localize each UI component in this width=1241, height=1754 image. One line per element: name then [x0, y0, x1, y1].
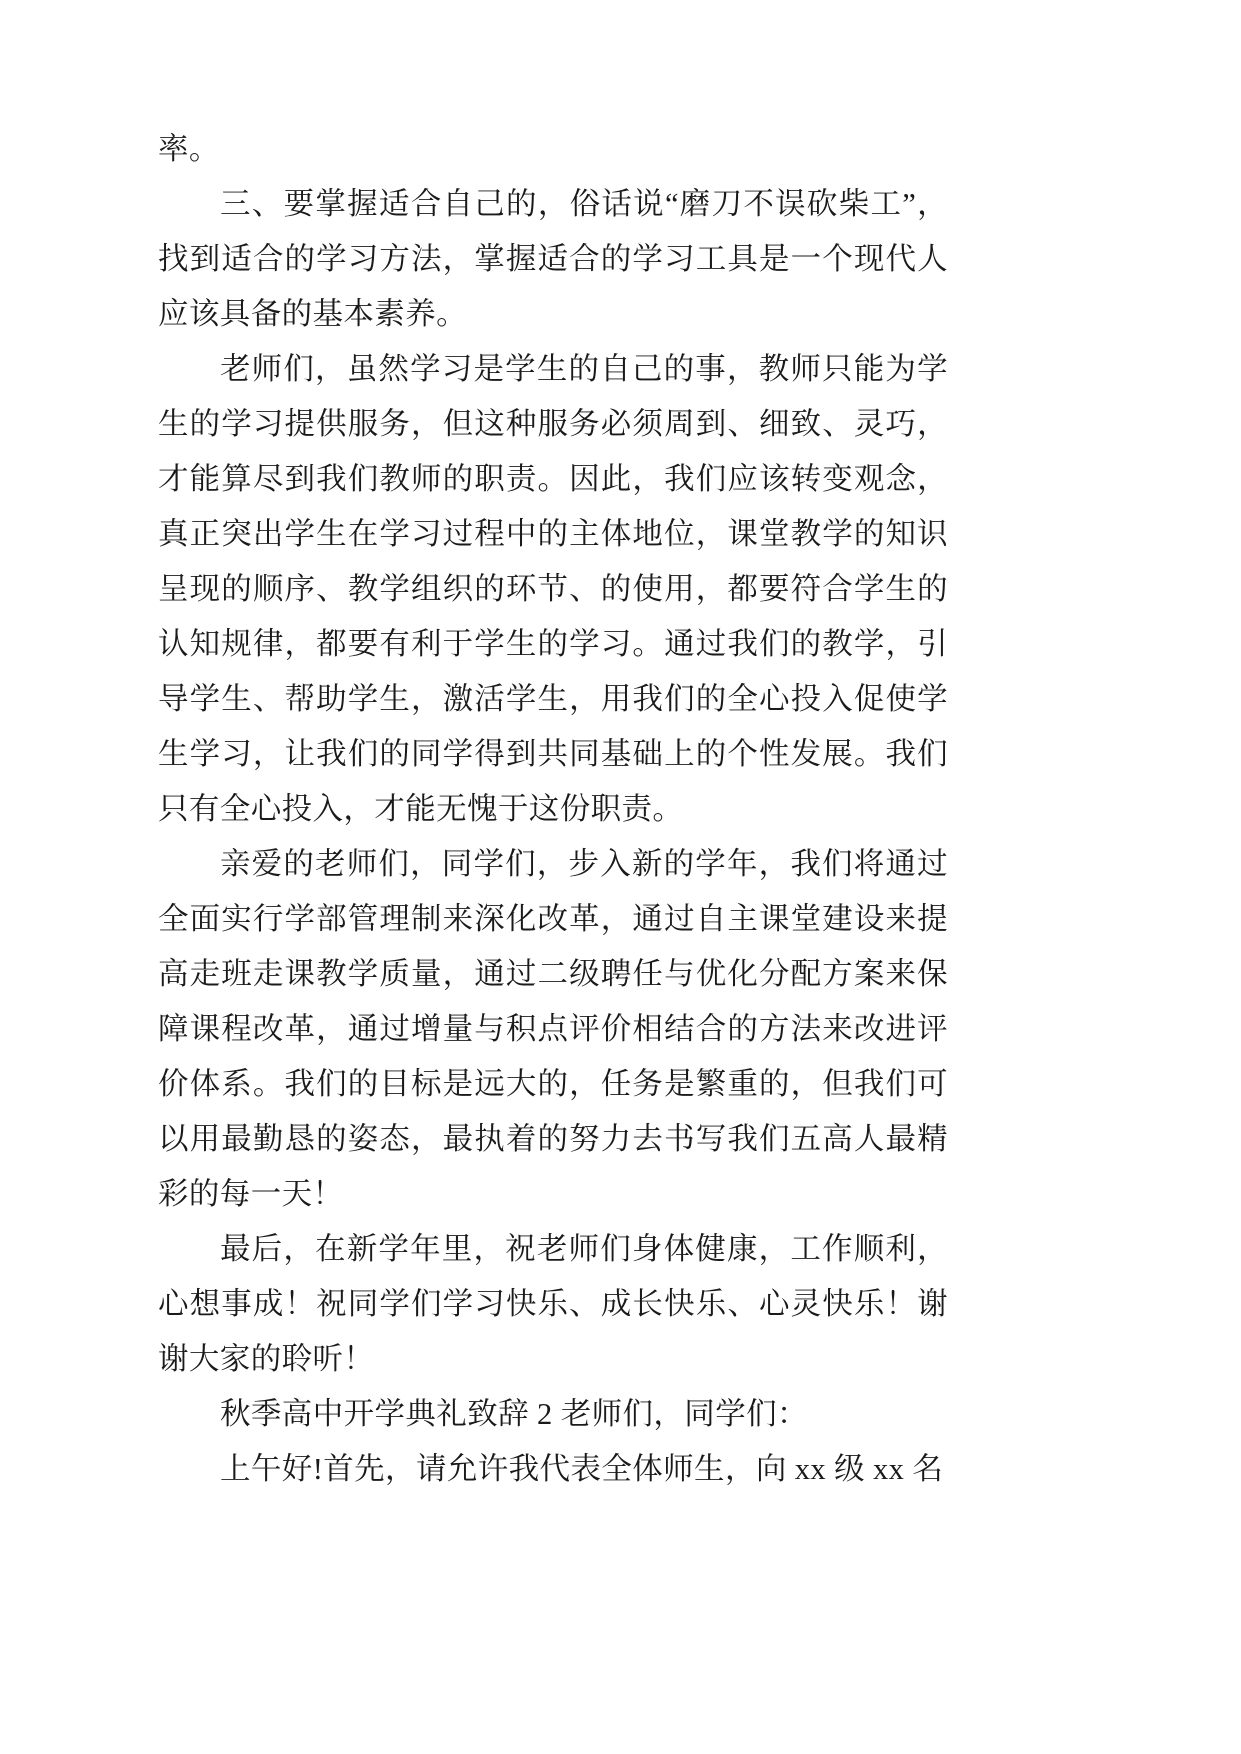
paragraph-teachers-service: 老师们，虽然学习是学生的自己的事，教师只能为学生的学习提供服务，但这种服务必须周到、细致、灵巧，才能算尽到我们教师的职责。因此，我们应该转变观念，真正突出学生在学习过程中的主体地位，课堂教学的知识呈现的顺序、教学组织的环节、的使用，都要符合学生的认知规律，都要有利于学生的学习。通过我们的教学，引导学生、帮助学生，激活学生，用我们的全心投入促使学生学习，让我们的同学得到共同基础上的个性发展。我们只有全心投入，才能无愧于这份职责。 — [158, 352, 948, 826]
paragraph-continuation: 率。 — [158, 132, 220, 166]
paragraph-point-three: 三、要掌握适合自己的，俗话说“磨刀不误砍柴工”，找到适合的学习方法，掌握适合的学习工具是一个现代人应该具备的基本素养。 — [158, 187, 948, 331]
document-text-body — [158, 122, 948, 1497]
paragraph-new-year-reform: 亲爱的老师们，同学们，步入新的学年，我们将通过全面实行学部管理制来深化改革，通过自主课堂建设来提高走班走课教学质量，通过二级聘任与优化分配方案来保障课程改革，通过增量与积点评价相结合的方法来改进评价体系。我们的目标是远大的，任务是繁重的，但我们可以用最勤恳的姿态，最执着的努力去书写我们五高人最精彩的每一天！ — [158, 847, 948, 1211]
paragraph-blessing: 最后，在新学年里，祝老师们身体健康，工作顺利，心想事成！祝同学们学习快乐、成长快乐、心灵快乐！谢谢大家的聆听！ — [158, 1232, 948, 1376]
paragraph-speech-two-opening: 上午好!首先，请允许我代表全体师生，向 xx 级 xx 名 — [220, 1452, 944, 1486]
paragraph-speech-two-title: 秋季高中开学典礼致辞 2 老师们，同学们： — [220, 1397, 808, 1431]
